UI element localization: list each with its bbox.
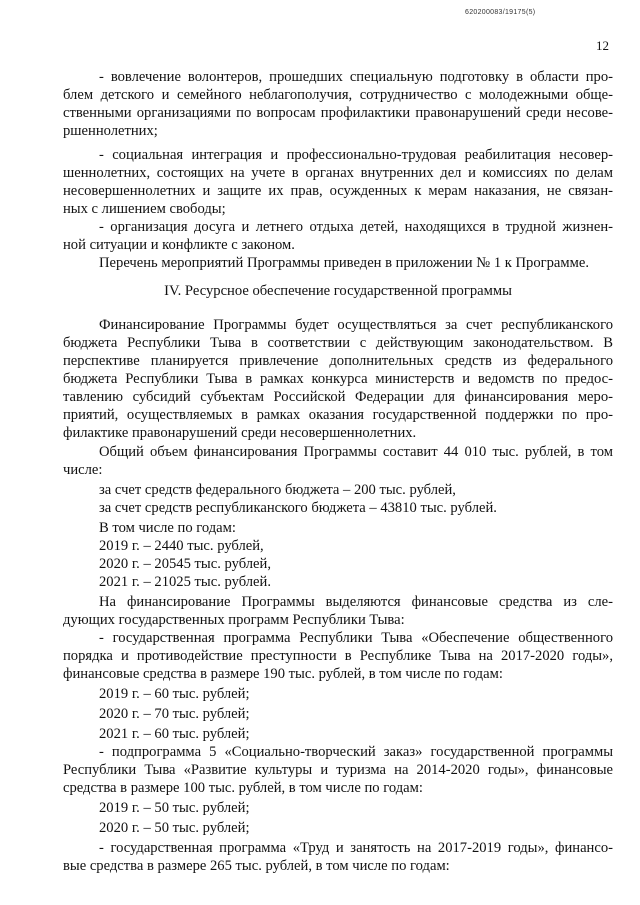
bottom-paragraph-line: 2019 г. – 60 тыс. рублей; xyxy=(99,686,250,702)
bottom-paragraph-line: бюджета Республики Тыва в соответствии с действующим законодательством. В xyxy=(63,335,613,351)
bottom-paragraph-line: 2021 г. – 60 тыс. рублей; xyxy=(99,726,250,742)
top-paragraph-line: шеннолетних, состоящих на учете в органах внутренних дел и комиссиях по делам xyxy=(63,165,613,181)
top-paragraph-line: блем детского и семейного неблагополучия, сотрудничество с молодежными обще- xyxy=(63,87,613,103)
top-paragraph-line: - вовлечение волонтеров, прошедших специальную подготовку в области про- xyxy=(99,69,613,85)
bottom-paragraph-line: средства в размере 100 тыс. рублей, в том числе по годам: xyxy=(63,780,423,796)
bottom-paragraph-line: Финансирование Программы будет осуществляться за счет республиканского xyxy=(99,317,613,333)
bottom-paragraph-line: 2020 г. – 50 тыс. рублей; xyxy=(99,820,250,836)
top-paragraph-line: ных с лишением свободы; xyxy=(63,201,226,217)
bottom-paragraph-line: - подпрограмма 5 «Социально-творческий заказ» государственной программы xyxy=(99,744,613,760)
top-paragraph-line: ршеннолетних; xyxy=(63,123,158,139)
bottom-paragraph-line: 2019 г. – 50 тыс. рублей; xyxy=(99,800,250,816)
bottom-paragraph-line: 2019 г. – 2440 тыс. рублей, xyxy=(99,538,264,554)
bottom-paragraph-line: - государственная программа «Труд и занятость на 2017-2019 годы», финансо- xyxy=(99,840,613,856)
bottom-paragraph-line: Общий объем финансирования Программы составит 44 010 тыс. рублей, в том xyxy=(99,444,613,460)
top-paragraph-line: - социальная интеграция и профессионально-трудовая реабилитация несовер- xyxy=(99,147,613,163)
document-code: 620200083/19175(5) xyxy=(465,9,536,16)
bottom-paragraph-line: вые средства в размере 265 тыс. рублей, в том числе по годам: xyxy=(63,858,450,874)
top-paragraph-line: Перечень мероприятий Программы приведен в приложении № 1 к Программе. xyxy=(99,255,589,271)
bottom-paragraph-line: 2021 г. – 21025 тыс. рублей. xyxy=(99,574,271,590)
bottom-paragraph-line: финансовые средства в размере 190 тыс. рублей, в том числе по годам: xyxy=(63,666,503,682)
bottom-paragraph-line: Республики Тыва «Развитие культуры и туризма на 2014-2020 годы», финансовые xyxy=(63,762,613,778)
bottom-paragraph-line: перспективе планируется привлечение дополнительных средств из федерального xyxy=(63,353,613,369)
bottom-paragraph-line: за счет средств республиканского бюджета – 43810 тыс. рублей. xyxy=(99,500,497,516)
bottom-paragraph-line: числе: xyxy=(63,462,103,478)
bottom-paragraph-line: приятий, осуществляемых в рамках оказания государственной поддержки по про- xyxy=(63,407,613,423)
bottom-paragraph-line: филактике правонарушений среди несовершеннолетних. xyxy=(63,425,417,441)
bottom-paragraph-line: тавлению субсидий субъектам Российской Федерации для финансирования меро- xyxy=(63,389,613,405)
top-paragraph-line: - организация досуга и летнего отдыха детей, находящихся в трудной жизнен- xyxy=(99,219,613,235)
bottom-paragraph-line: 2020 г. – 70 тыс. рублей; xyxy=(99,706,250,722)
top-paragraph-line: несовершеннолетних и защите их прав, осужденных к мерам наказания, не связан- xyxy=(63,183,613,199)
bottom-paragraph-line: На финансирование Программы выделяются финансовые средства из сле- xyxy=(99,594,613,610)
bottom-paragraph-line: 2020 г. – 20545 тыс. рублей, xyxy=(99,556,271,572)
bottom-paragraph-line: - государственная программа Республики Тыва «Обеспечение общественного xyxy=(99,630,613,646)
section-heading: IV. Ресурсное обеспечение государственной программы xyxy=(164,283,512,299)
top-paragraph-line: ственными организациями по вопросам профилактики правонарушений среди несове- xyxy=(63,105,613,121)
bottom-paragraph-line: дующих государственных программ Республики Тыва: xyxy=(63,612,405,628)
bottom-paragraph-line: порядка и противодействие преступности в Республике Тыва на 2017-2020 годы», xyxy=(63,648,613,664)
bottom-paragraph-line: бюджета Республики Тыва в рамках конкурса министерств и ведомств по предос- xyxy=(63,371,613,387)
page-number: 12 xyxy=(596,38,609,53)
bottom-paragraph-line: за счет средств федерального бюджета – 200 тыс. рублей, xyxy=(99,482,456,498)
bottom-paragraph-line: В том числе по годам: xyxy=(99,520,236,536)
top-paragraph-line: ной ситуации и конфликте с законом. xyxy=(63,237,295,253)
